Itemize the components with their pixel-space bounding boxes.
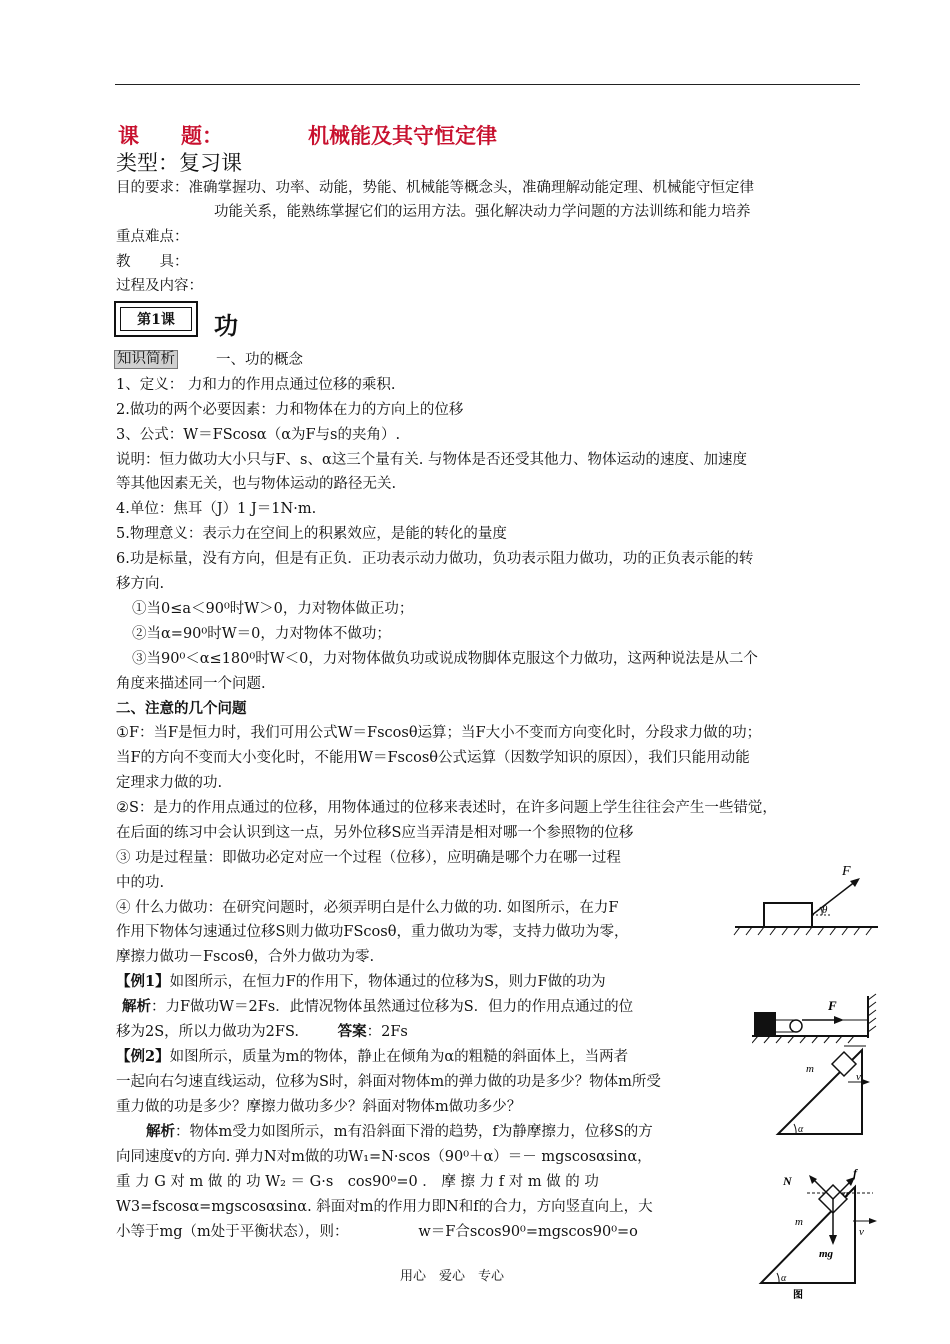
example2-question-1 [116, 1048, 628, 1066]
title-label: 课 题： [118, 123, 223, 148]
key-points: 重点难点： [116, 229, 189, 245]
s1-line: 2.做功的两个必要因素：力和物体在力的方向上的位移 [116, 402, 464, 418]
example2-label: 【例2】 [116, 1048, 170, 1065]
example2-analysis-label: 解析 [146, 1123, 175, 1140]
lesson-number: 第1课 [120, 307, 192, 331]
fig1-force-label: F [842, 864, 851, 879]
fig4-velocity-label: v [859, 1226, 864, 1238]
section2-heading: 二、注意的几个问题 [116, 700, 247, 717]
s1-line: 5.物理意义：表示力在空间上的积累效应，是能的转化的量度 [116, 526, 507, 542]
page-footer: 用心 爱心 专心 [400, 1269, 505, 1284]
figure-block-angled-force [730, 855, 880, 940]
fig1-angle-label: θ [822, 904, 828, 916]
fig3-angle-label: α [798, 1124, 804, 1135]
example1-analysis-text: ：力F做功W＝2Fs．此情况物体虽然通过位移为S．但力的作用点通过的位 [151, 999, 634, 1015]
example1-analysis-label: 解析 [122, 998, 151, 1015]
header-rule [115, 84, 860, 85]
title-value: 机械能及其守恒定律 [308, 123, 497, 148]
s1-line: 角度来描述同一个问题. [116, 676, 266, 692]
example1-answer: ：2Fs [366, 1024, 408, 1040]
fig4-friction-label: f [853, 1166, 857, 1180]
example1-answer-label: 答案 [337, 1023, 367, 1040]
figure-pulley-block [752, 992, 882, 1044]
s2-line: ①F：当F是恒力时，我们可用公式W＝Fscosθ运算；当F大小不变而方向变化时，分段求力做的功； [116, 725, 762, 741]
s2-line: ②S：是力的作用点通过的位移，用物体通过的位移来表述时，在许多问题上学生往往会产生一些错觉， [116, 800, 777, 816]
s1-line: ③当90⁰＜α≤180⁰时W＜0，力对物体做负功或说成物脚体克服这个力做功，这两种说法是从二个 [132, 651, 758, 667]
process: 过程及内容： [116, 278, 203, 294]
fig4-angle-bottom-label: α [781, 1273, 787, 1284]
tools: 教 具： [116, 254, 189, 270]
example1-question [116, 973, 606, 991]
s1-line: 3、公式：W＝FScosα（α为F与s的夹角）. [116, 427, 401, 443]
goal-line-1: 目的要求：准确掌握功、功率、动能，势能、机械能等概念头，准确理解动能定理、机械能守恒定律 [116, 180, 754, 196]
lesson-title [118, 120, 497, 150]
lesson-type: 类型：复习课 [116, 151, 242, 175]
section1-heading: 一、功的概念 [216, 352, 303, 368]
s2-line: ③ 功是过程量：即做功必定对应一个过程（位移），应明确是哪个力在哪一过程 [116, 850, 621, 866]
example1-label: 【例1】 [116, 973, 170, 990]
example2-analysis-line: 重 力 G 对 m 做 的 功 W₂ ＝ G·s cos90⁰=0 ． 摩 擦 力 f 对 m 做 的 功 [116, 1174, 599, 1190]
lesson-topic: 功 [214, 311, 238, 340]
s2-line: 作用下物体匀速通过位移S则力做功FScosθ，重力做功为零，支持力做功为零， [116, 924, 629, 940]
example2-question-2: 一起向右匀速直线运动，位移为S时，斜面对物体m的弹力做的功是多少？物体m所受 [116, 1074, 661, 1090]
example2-text-1: 如图所示，质量为m的物体，静止在倾角为α的粗糙的斜面体上，当两者 [169, 1049, 629, 1065]
lesson-number-box [114, 301, 198, 337]
section-tag: 知识简析 [114, 350, 178, 369]
s1-line: 说明：恒力做功大小只与F、s、α这三个量有关. 与物体是否还受其他力、物体运动的速度、加速度 [116, 452, 748, 468]
s2-line: 在后面的练习中会认识到这一点，另外位移S应当弄清是相对哪一个参照物的位移 [116, 825, 634, 841]
fig4-mass-label: m [795, 1216, 803, 1228]
example1-analysis-2 [116, 1023, 408, 1041]
s1-line: ①当0≤a＜90⁰时W＞0，力对物体做正功； [132, 601, 414, 617]
fig3-mass-label: m [806, 1063, 814, 1075]
example2-analysis-1 [146, 1123, 653, 1141]
s2-line: ④ 什么力做功：在研究问题时，必须弄明白是什么力做的功. 如图所示，在力F [116, 900, 619, 916]
s1-line: 6.功是标量，没有方向，但是有正负．正功表示动力做功，负功表示阻力做功，功的正负表示能的转 [116, 551, 754, 567]
fig4-angle-top-label: α [843, 1189, 849, 1200]
fig3-velocity-label: v [856, 1071, 861, 1083]
fig4-gravity-label: mg [819, 1248, 834, 1260]
s2-line: 摩擦力做功－Fscosθ，合外力做功为零. [116, 949, 375, 965]
s1-line: 等其他因素无关，也与物体运动的路径无关. [116, 476, 397, 492]
s1-line: 1、定义： 力和力的作用点通过位移的乘积. [116, 377, 396, 393]
example2-question-3: 重力做的功是多少？摩擦力做功多少？斜面对物体m做功多少？ [116, 1099, 522, 1115]
s2-line: 当F的方向不变而大小变化时，不能用W＝Fscosθ公式运算（因数学知识的原因），我们只能用动能 [116, 750, 750, 766]
example1-analysis [122, 998, 633, 1016]
example2-analysis-line: 小等于mg（m处于平衡状态），则： w＝F合scos90⁰=mgscos90⁰=o [116, 1224, 638, 1240]
s1-line: ②当α=90⁰时W＝0，力对物体不做功； [132, 626, 391, 642]
goal-line-2: 功能关系，能熟练掌握它们的运用方法。强化解决动力学问题的方法训练和能力培养 [214, 204, 751, 220]
figure-incline-block [770, 1042, 880, 1140]
figure-incline-forces [755, 1165, 885, 1300]
s1-line: 4.单位：焦耳（J）1 J＝1N·m. [116, 501, 317, 517]
example2-analysis-line: 向同速度v的方向. 弹力N对m做的功W₁=N·scos（90⁰＋α）＝－ mgscosαsinα， [116, 1149, 652, 1165]
example1-text: 如图所示，在恒力F的作用下，物体通过的位移为S，则力F做的功为 [169, 974, 606, 990]
fig4-normal-label: N [783, 1174, 792, 1188]
s2-line: 中的功. [116, 875, 165, 891]
fig4-caption: 图 [793, 1290, 803, 1300]
fig2-force-label: F [828, 998, 837, 1013]
example2-analysis-line: W3=fscosα=mgscosαsinα. 斜面对m的作用力即N和f的合力，方向竖直向上，大 [116, 1199, 653, 1215]
example2-analysis-text: ：物体m受力如图所示，m有沿斜面下滑的趋势，f为静摩擦力，位移S的方 [175, 1124, 653, 1140]
example1-analysis-text-2: 移为2S，所以力做功为2FS. [116, 1024, 299, 1040]
s2-line: 定理求力做的功. [116, 775, 223, 791]
s1-line: 移方向. [116, 576, 165, 592]
